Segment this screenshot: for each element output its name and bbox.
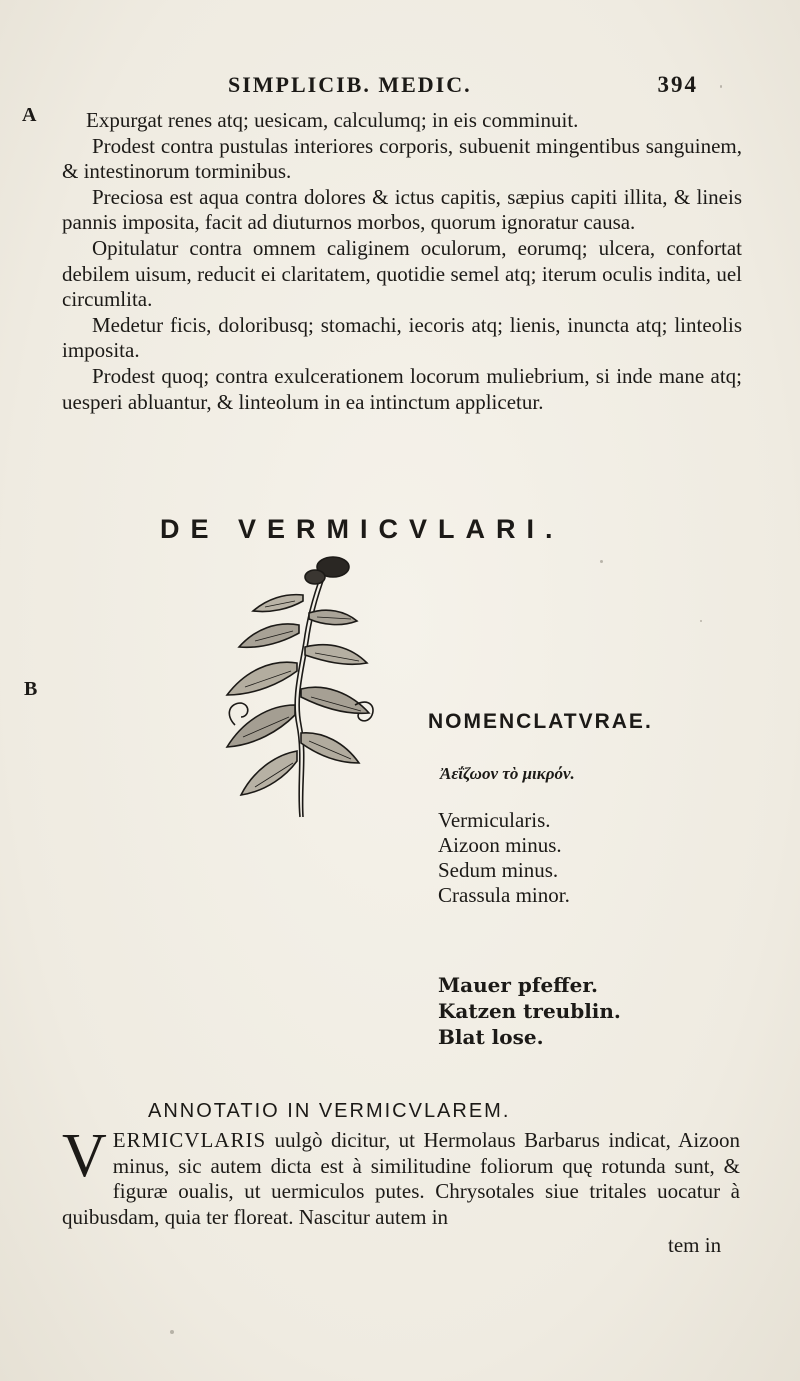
german-names-list [438, 972, 621, 1050]
greek-name: Ἀεΐζωον τὸ μικρόν. [440, 764, 575, 783]
paragraph: Expurgat renes atq; uesicam, calculumq; in eis comminuit. [86, 108, 579, 132]
latin-name: Crassula minor. [438, 883, 570, 907]
paragraph: Opitulatur contra omnem caliginem oculorum, eorumq; ulcera, confortat debilem uisum, reducit ei claritatem, quotidie semel atq; iterum oculis indita, uel circumlita. [62, 235, 742, 312]
german-name: Katzen treublin. [438, 999, 621, 1023]
body-text [62, 108, 742, 415]
margin-letter-b: B [24, 678, 38, 700]
annotation-heading: ANNOTATIO IN VERMICVLAREM. [148, 1100, 511, 1122]
section-title: DE VERMICVLARI. [160, 514, 564, 544]
paper-speck [600, 560, 603, 563]
plant-woodcut-illustration [205, 555, 395, 820]
margin-letter-a: A [22, 104, 37, 126]
paragraph: Medetur ficis, doloribusq; stomachi, iecoris atq; lienis, inuncta atq; linteolis imposita. [62, 312, 742, 363]
paper-speck [700, 620, 702, 622]
latin-name: Sedum minus. [438, 858, 559, 882]
paragraph: Prodest quoq; contra exulcerationem locorum muliebrium, si inde mane atq; uesperi abluantur, & linteolum in ea intinctum applicetur. [62, 363, 742, 414]
paragraph: Prodest contra pustulas interiores corporis, subuenit mingentibus sanguinem, & intestinorum torminibus. [62, 133, 742, 184]
latin-names-list [438, 808, 570, 908]
latin-name: Aizoon minus. [438, 833, 562, 857]
catchword: tem in [668, 1233, 722, 1257]
annotation-body: uulgò dicitur, ut Hermolaus Barbarus indicat, Aizoon minus, sic autem dicta est à similitudine foliorum quę rotunda sunt, & figuræ oualis, ut uermiculos putes. Chrysotales siue tritales uocatur à quibusdam, quia ter floreat. Nascitur autem in [62, 1128, 740, 1229]
paper-speck [170, 1330, 174, 1334]
running-title: SIMPLICIB. MEDIC. [228, 72, 472, 97]
folio-number: 394 [657, 72, 698, 97]
annotation-text [62, 1122, 740, 1230]
paper-speck [720, 85, 722, 88]
german-name: Blat lose. [438, 1025, 544, 1049]
latin-name: Vermicularis. [438, 808, 551, 832]
drop-cap: V [62, 1122, 107, 1190]
paragraph: Preciosa est aqua contra dolores & ictus capitis, sæpius capiti illita, & lineis pannis imposita, facit ad diuturnos morbos, quorum ignoratur causa. [62, 184, 742, 235]
lead-caps: ERMICVLARIS [112, 1128, 267, 1152]
german-name: Mauer pfeffer. [438, 973, 598, 997]
nomenclature-heading: NOMENCLATVRAE. [428, 710, 653, 733]
